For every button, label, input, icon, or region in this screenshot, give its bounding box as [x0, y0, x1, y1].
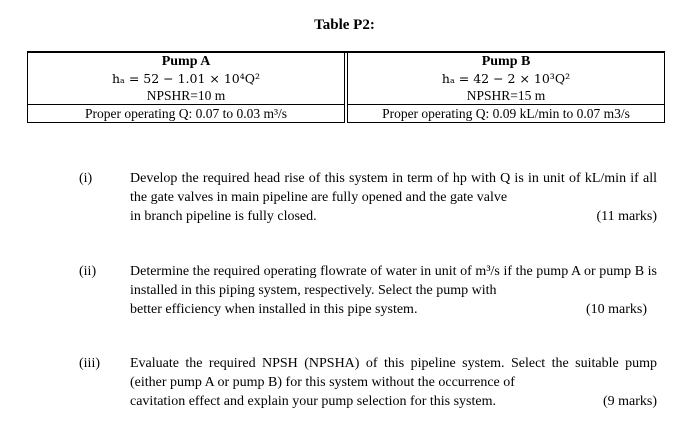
question-number: (iii) [79, 356, 100, 371]
question-marks: (9 marks) [602, 394, 657, 409]
question-text: Evaluate the required NPSH (NPSHA) of this pipeline system. Select the suitable pump (either pump A or pump B) for this system without the occurrence of [130, 356, 657, 390]
question-marks: (11 marks) [596, 209, 657, 224]
table-title: Table P2: [314, 17, 375, 33]
question-body [130, 169, 657, 226]
pump-table [27, 51, 665, 123]
pump-b-formula: hₐ = 42 − 2 × 10³Q² [348, 70, 665, 87]
question-number: (i) [79, 171, 93, 186]
pump-b-name: Pump B [348, 52, 665, 70]
pump-b-npsh: NPSHR=15 m [348, 87, 665, 105]
question-marks: (10 marks) [585, 302, 647, 317]
question-last-line [130, 392, 657, 411]
question-number: (ii) [79, 264, 97, 279]
question-text-end: better efficiency when installed in this pipe system. [130, 302, 418, 317]
pump-a-range: Proper operating Q: 0.07 to 0.03 m³/s [28, 105, 345, 123]
question-text: Determine the required operating flowrate of water in unit of m³/s if the pump A or pump B is installed in this piping system, respectively. Select the pump with [130, 264, 657, 298]
question-body [130, 262, 657, 319]
pump-a-npsh: NPSHR=10 m [28, 87, 345, 105]
question-last-line [130, 207, 657, 226]
question-text: Develop the required head rise of this system in term of hp with Q is in unit of kL/min if all the gate valves in main pipeline are fully opened and the gate valve [130, 171, 657, 205]
pump-a-name: Pump A [28, 52, 345, 70]
pump-b-range: Proper operating Q: 0.09 kL/min to 0.07 m3/s [348, 105, 665, 123]
question-text-end: in branch pipeline is fully closed. [130, 209, 317, 224]
question-last-line [130, 300, 657, 319]
pump-a-formula: hₐ = 52 − 1.01 × 10⁴Q² [28, 70, 345, 87]
question-body [130, 354, 657, 411]
question-text-end: cavitation effect and explain your pump selection for this system. [130, 394, 496, 409]
